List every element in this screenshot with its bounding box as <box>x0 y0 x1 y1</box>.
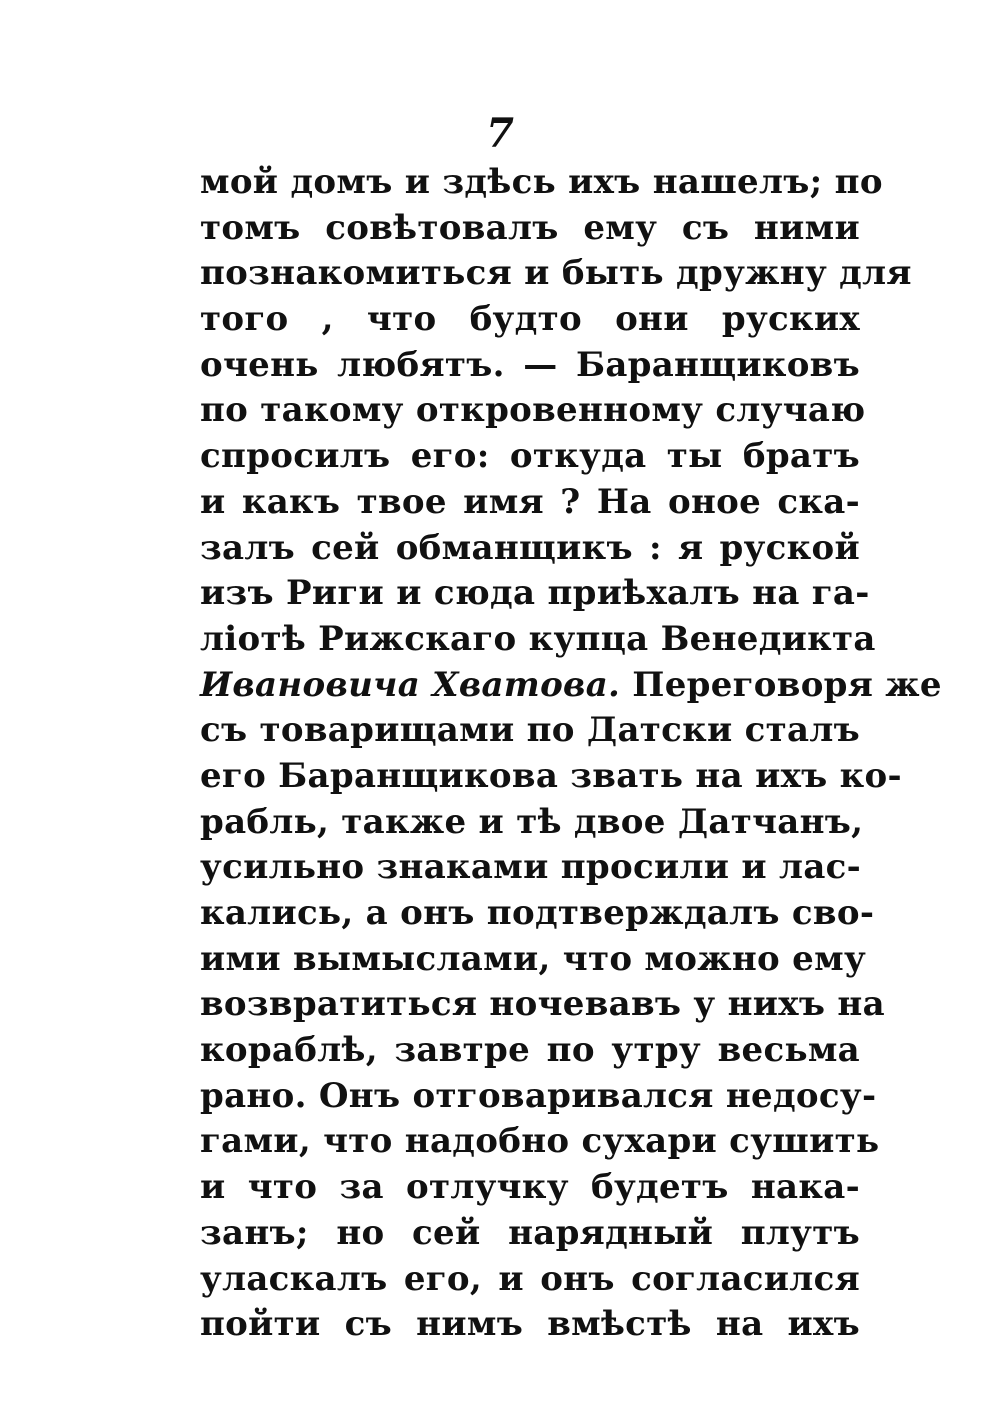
text-line: и что за отлучку будетъ нака- <box>200 1167 860 1208</box>
text-line: гами, что надобно сухари сушить <box>200 1121 880 1162</box>
text-line: кались, а онъ подтверждалъ сво- <box>200 893 875 933</box>
text-line: уласкалъ его, и онъ согласился <box>200 1258 860 1299</box>
text-line: изъ Риги и сюда приѣхалъ на га- <box>200 573 870 614</box>
text-line: по такому откровенному случаю <box>200 390 866 431</box>
text-line: рано. Онъ отговаривался недосу- <box>200 1075 877 1116</box>
page-number: 7 <box>486 110 514 157</box>
text-line: того , что будто они руских <box>200 299 860 340</box>
text-line: пойти съ нимъ вмѣстѣ на ихъ <box>200 1304 860 1345</box>
text-line: его Баранщикова звать на ихъ ко- <box>200 755 902 796</box>
text-line: познакомиться и быть дружну для <box>200 253 912 294</box>
text-line: залъ сей обманщикъ : я руской <box>200 527 860 568</box>
body-text <box>200 160 942 1348</box>
text-line-rest: Переговоря же <box>620 664 942 705</box>
italic-name: Ивановича Хватова. <box>200 664 621 705</box>
text-line-with-italic <box>200 663 942 709</box>
text-line: ліотѣ Рижскаго купца Венедикта <box>200 618 876 659</box>
text-line: мой домъ и здѣсь ихъ нашелъ; по <box>200 162 883 202</box>
text-line: ими вымыслами, что можно ему <box>200 938 867 979</box>
text-line: кораблѣ, завтре по утру весьма <box>200 1030 860 1071</box>
text-line: рабль, также и тѣ двое Датчанъ, <box>200 801 864 842</box>
text-line: спросилъ его: откуда ты братъ <box>200 436 860 477</box>
text-line: очень любятъ. — Баранщиковъ <box>200 344 860 385</box>
text-line: усильно знаками просили и лас- <box>200 847 862 888</box>
text-line: возвратиться ночевавъ у нихъ на <box>200 984 885 1025</box>
text-line: занъ; но сей нарядный плутъ <box>200 1212 860 1253</box>
text-line: томъ совѣтовалъ ему съ ними <box>200 207 860 248</box>
text-line: и какъ твое имя ? На оное ска- <box>200 481 860 522</box>
text-line: съ товарищами по Датски сталъ <box>200 710 861 751</box>
